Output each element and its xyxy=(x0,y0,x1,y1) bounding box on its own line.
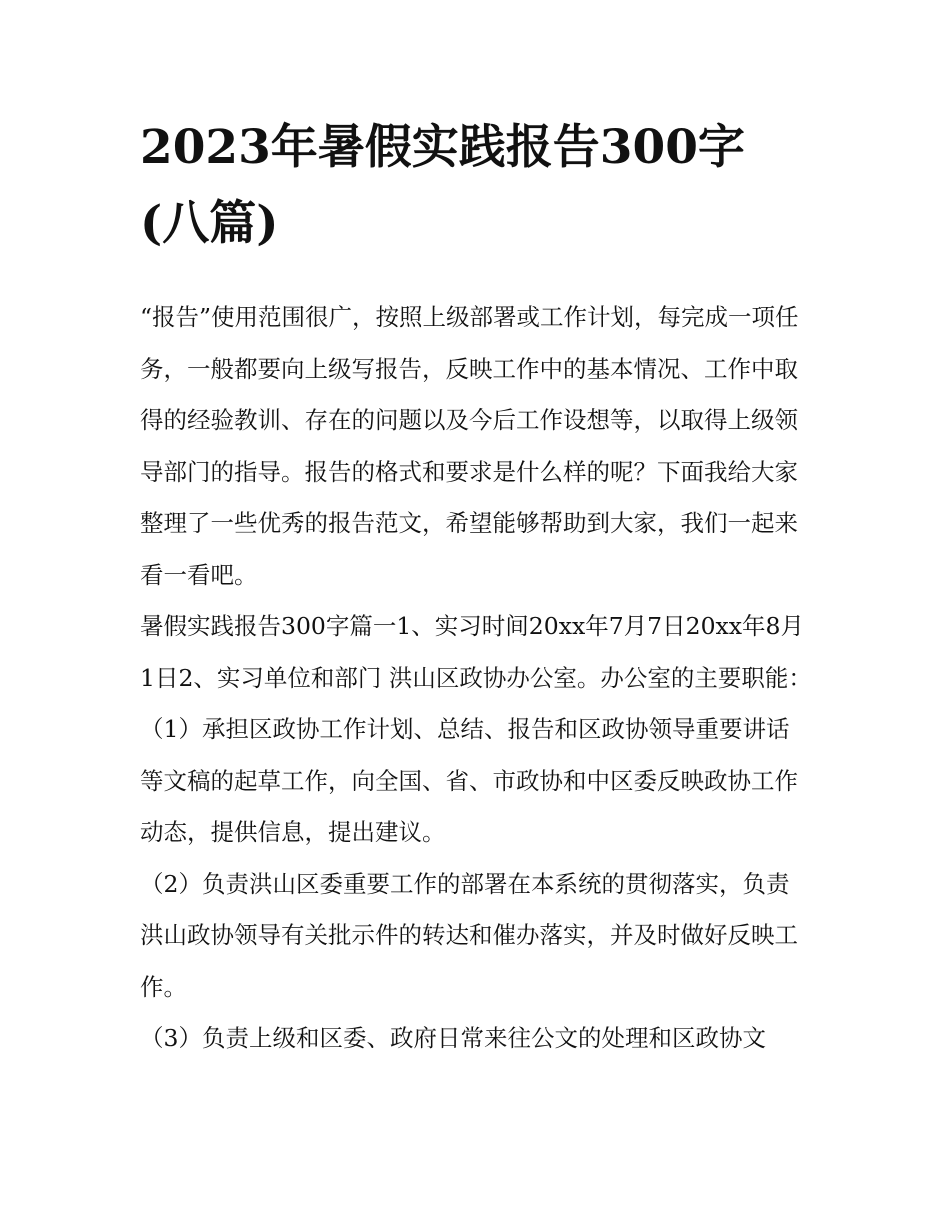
document-title: 2023年暑假实践报告300字(八篇) xyxy=(140,120,745,251)
document-body xyxy=(140,292,812,1065)
paragraph-duty-1: （1）承担区政协工作计划、总结、报告和区政协领导重要讲话等文稿的起草工作，向全国、省、市政协和中区委反映政协工作动态，提供信息，提出建议。 xyxy=(140,715,798,846)
paragraph-internship-info: 暑假实践报告300字篇一1、实习时间20xx年7月7日20xx年8月1日2、实习单位和部门 洪山区政协办公室。办公室的主要职能： xyxy=(140,612,812,692)
paragraph-intro: “报告”使用范围很广，按照上级部署或工作计划，每完成一项任务，一般都要向上级写报告，反映工作中的基本情况、工作中取得的经验教训、存在的问题以及今后工作设想等，以取得上级领导部门的指导。报告的格式和要求是什么样的呢？下面我给大家整理了一些优秀的报告范文，希望能够帮助到大家，我们一起来看一看吧。 xyxy=(140,303,799,589)
document-page xyxy=(140,110,812,1065)
paragraph-duty-3: （3）负责上级和区委、政府日常来往公文的处理和区政协文 xyxy=(140,1024,766,1052)
paragraph-duty-2: （2）负责洪山区委重要工作的部署在本系统的贯彻落实，负责洪山政协领导有关批示件的转达和催办落实，并及时做好反映工作。 xyxy=(140,869,798,1001)
